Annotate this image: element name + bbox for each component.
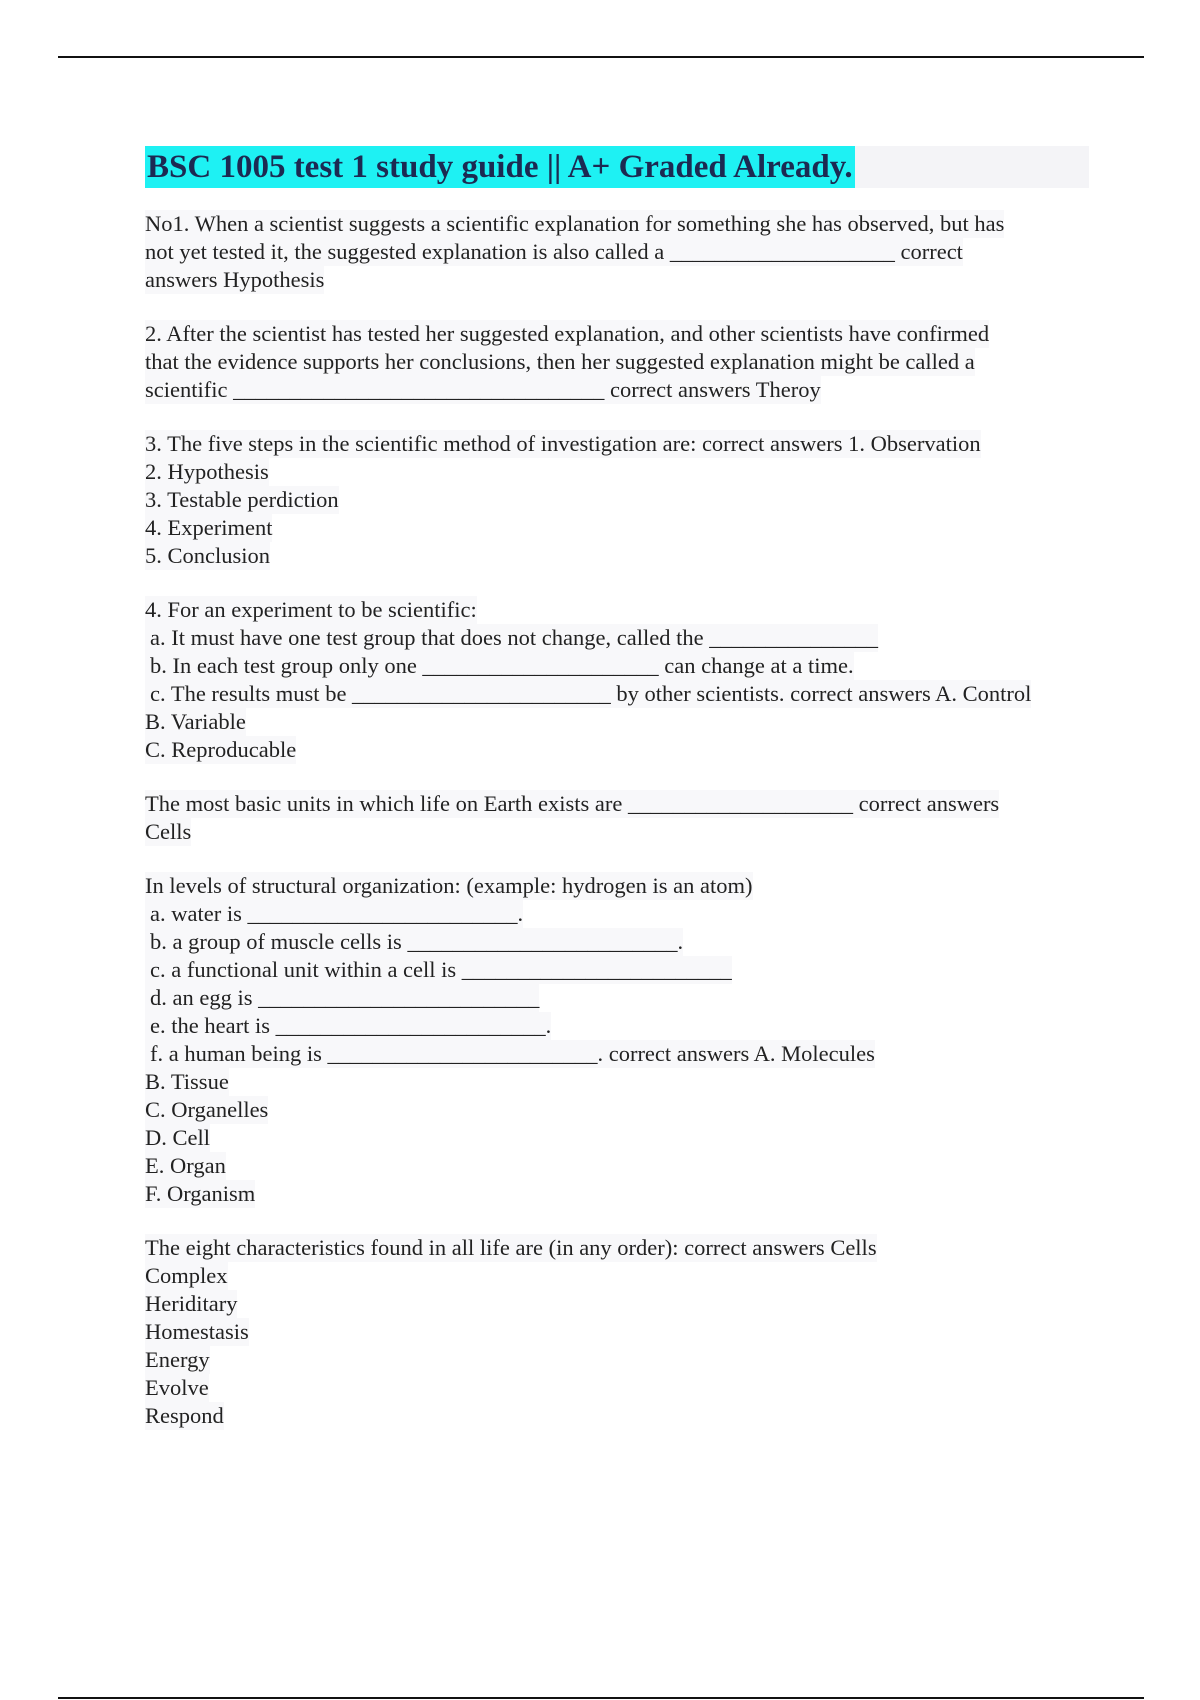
answer-item: F. Organism xyxy=(145,1181,256,1206)
answer-item: C. Organelles xyxy=(145,1097,269,1122)
text-line: Cells xyxy=(145,819,192,844)
question-3 xyxy=(145,430,1095,570)
list-item: 4. Experiment xyxy=(145,515,273,540)
bottom-rule xyxy=(58,1697,1144,1699)
list-item: 5. Conclusion xyxy=(145,543,271,568)
text-line: 4. For an experiment to be scientific: xyxy=(145,597,477,622)
list-item: 2. Hypothesis xyxy=(145,459,269,484)
list-item: b. a group of muscle cells is ________________________. xyxy=(145,928,683,956)
list-item: d. an egg is _________________________ xyxy=(145,984,539,1012)
text-line: 2. After the scientist has tested her suggested explanation, and other scientists have confirmed xyxy=(145,321,990,346)
question-6 xyxy=(145,872,1095,1208)
answer-item: B. Variable xyxy=(145,709,246,734)
text-line: that the evidence supports her conclusions, then her suggested explanation might be called a xyxy=(145,349,975,374)
text-line: No1. When a scientist suggests a scientific explanation for something she has observed, but has xyxy=(145,211,1005,236)
answer-item: Respond xyxy=(145,1403,224,1428)
question-5 xyxy=(145,790,1095,846)
text-line: The most basic units in which life on Earth exists are ____________________ correct answers xyxy=(145,791,1000,816)
answer-item: C. Reproducable xyxy=(145,737,297,762)
answer-item: Complex xyxy=(145,1263,228,1288)
answer-item: B. Tissue xyxy=(145,1069,229,1094)
text-line: scientific _________________________________ correct answers Theroy xyxy=(145,377,821,402)
document-content xyxy=(145,146,1095,1456)
answer-item: Evolve xyxy=(145,1375,209,1400)
answer-item: Heriditary xyxy=(145,1291,238,1316)
answer-item: D. Cell xyxy=(145,1125,210,1150)
title-bar xyxy=(145,146,1089,188)
list-item: a. water is ________________________. xyxy=(145,900,523,928)
list-item: 3. Testable perdiction xyxy=(145,487,339,512)
text-line: 3. The five steps in the scientific method of investigation are: correct answers 1. Observation xyxy=(145,431,981,456)
answer-item: Energy xyxy=(145,1347,210,1372)
list-item: e. the heart is ________________________. xyxy=(145,1012,551,1040)
answer-item: Homestasis xyxy=(145,1319,249,1344)
text-line: answers Hypothesis xyxy=(145,267,325,292)
list-item: a. It must have one test group that does not change, called the _______________ xyxy=(145,624,878,652)
list-item: c. The results must be _______________________ by other scientists. correct answers A. Control xyxy=(145,680,1031,708)
text-line: The eight characteristics found in all life are (in any order): correct answers Cells xyxy=(145,1235,877,1260)
question-2 xyxy=(145,320,1095,404)
list-item: c. a functional unit within a cell is ________________________ xyxy=(145,956,732,984)
page-title: BSC 1005 test 1 study guide || A+ Graded Already. xyxy=(145,146,855,188)
text-line: In levels of structural organization: (example: hydrogen is an atom) xyxy=(145,873,753,898)
answer-item: E. Organ xyxy=(145,1153,226,1178)
list-item: f. a human being is ________________________. correct answers A. Molecules xyxy=(145,1040,875,1068)
question-1 xyxy=(145,210,1095,294)
question-4 xyxy=(145,596,1095,764)
text-line: not yet tested it, the suggested explanation is also called a ____________________ correct xyxy=(145,239,963,264)
list-item: b. In each test group only one _____________________ can change at a time. xyxy=(145,652,854,680)
question-7 xyxy=(145,1234,1095,1430)
top-rule xyxy=(58,56,1144,58)
